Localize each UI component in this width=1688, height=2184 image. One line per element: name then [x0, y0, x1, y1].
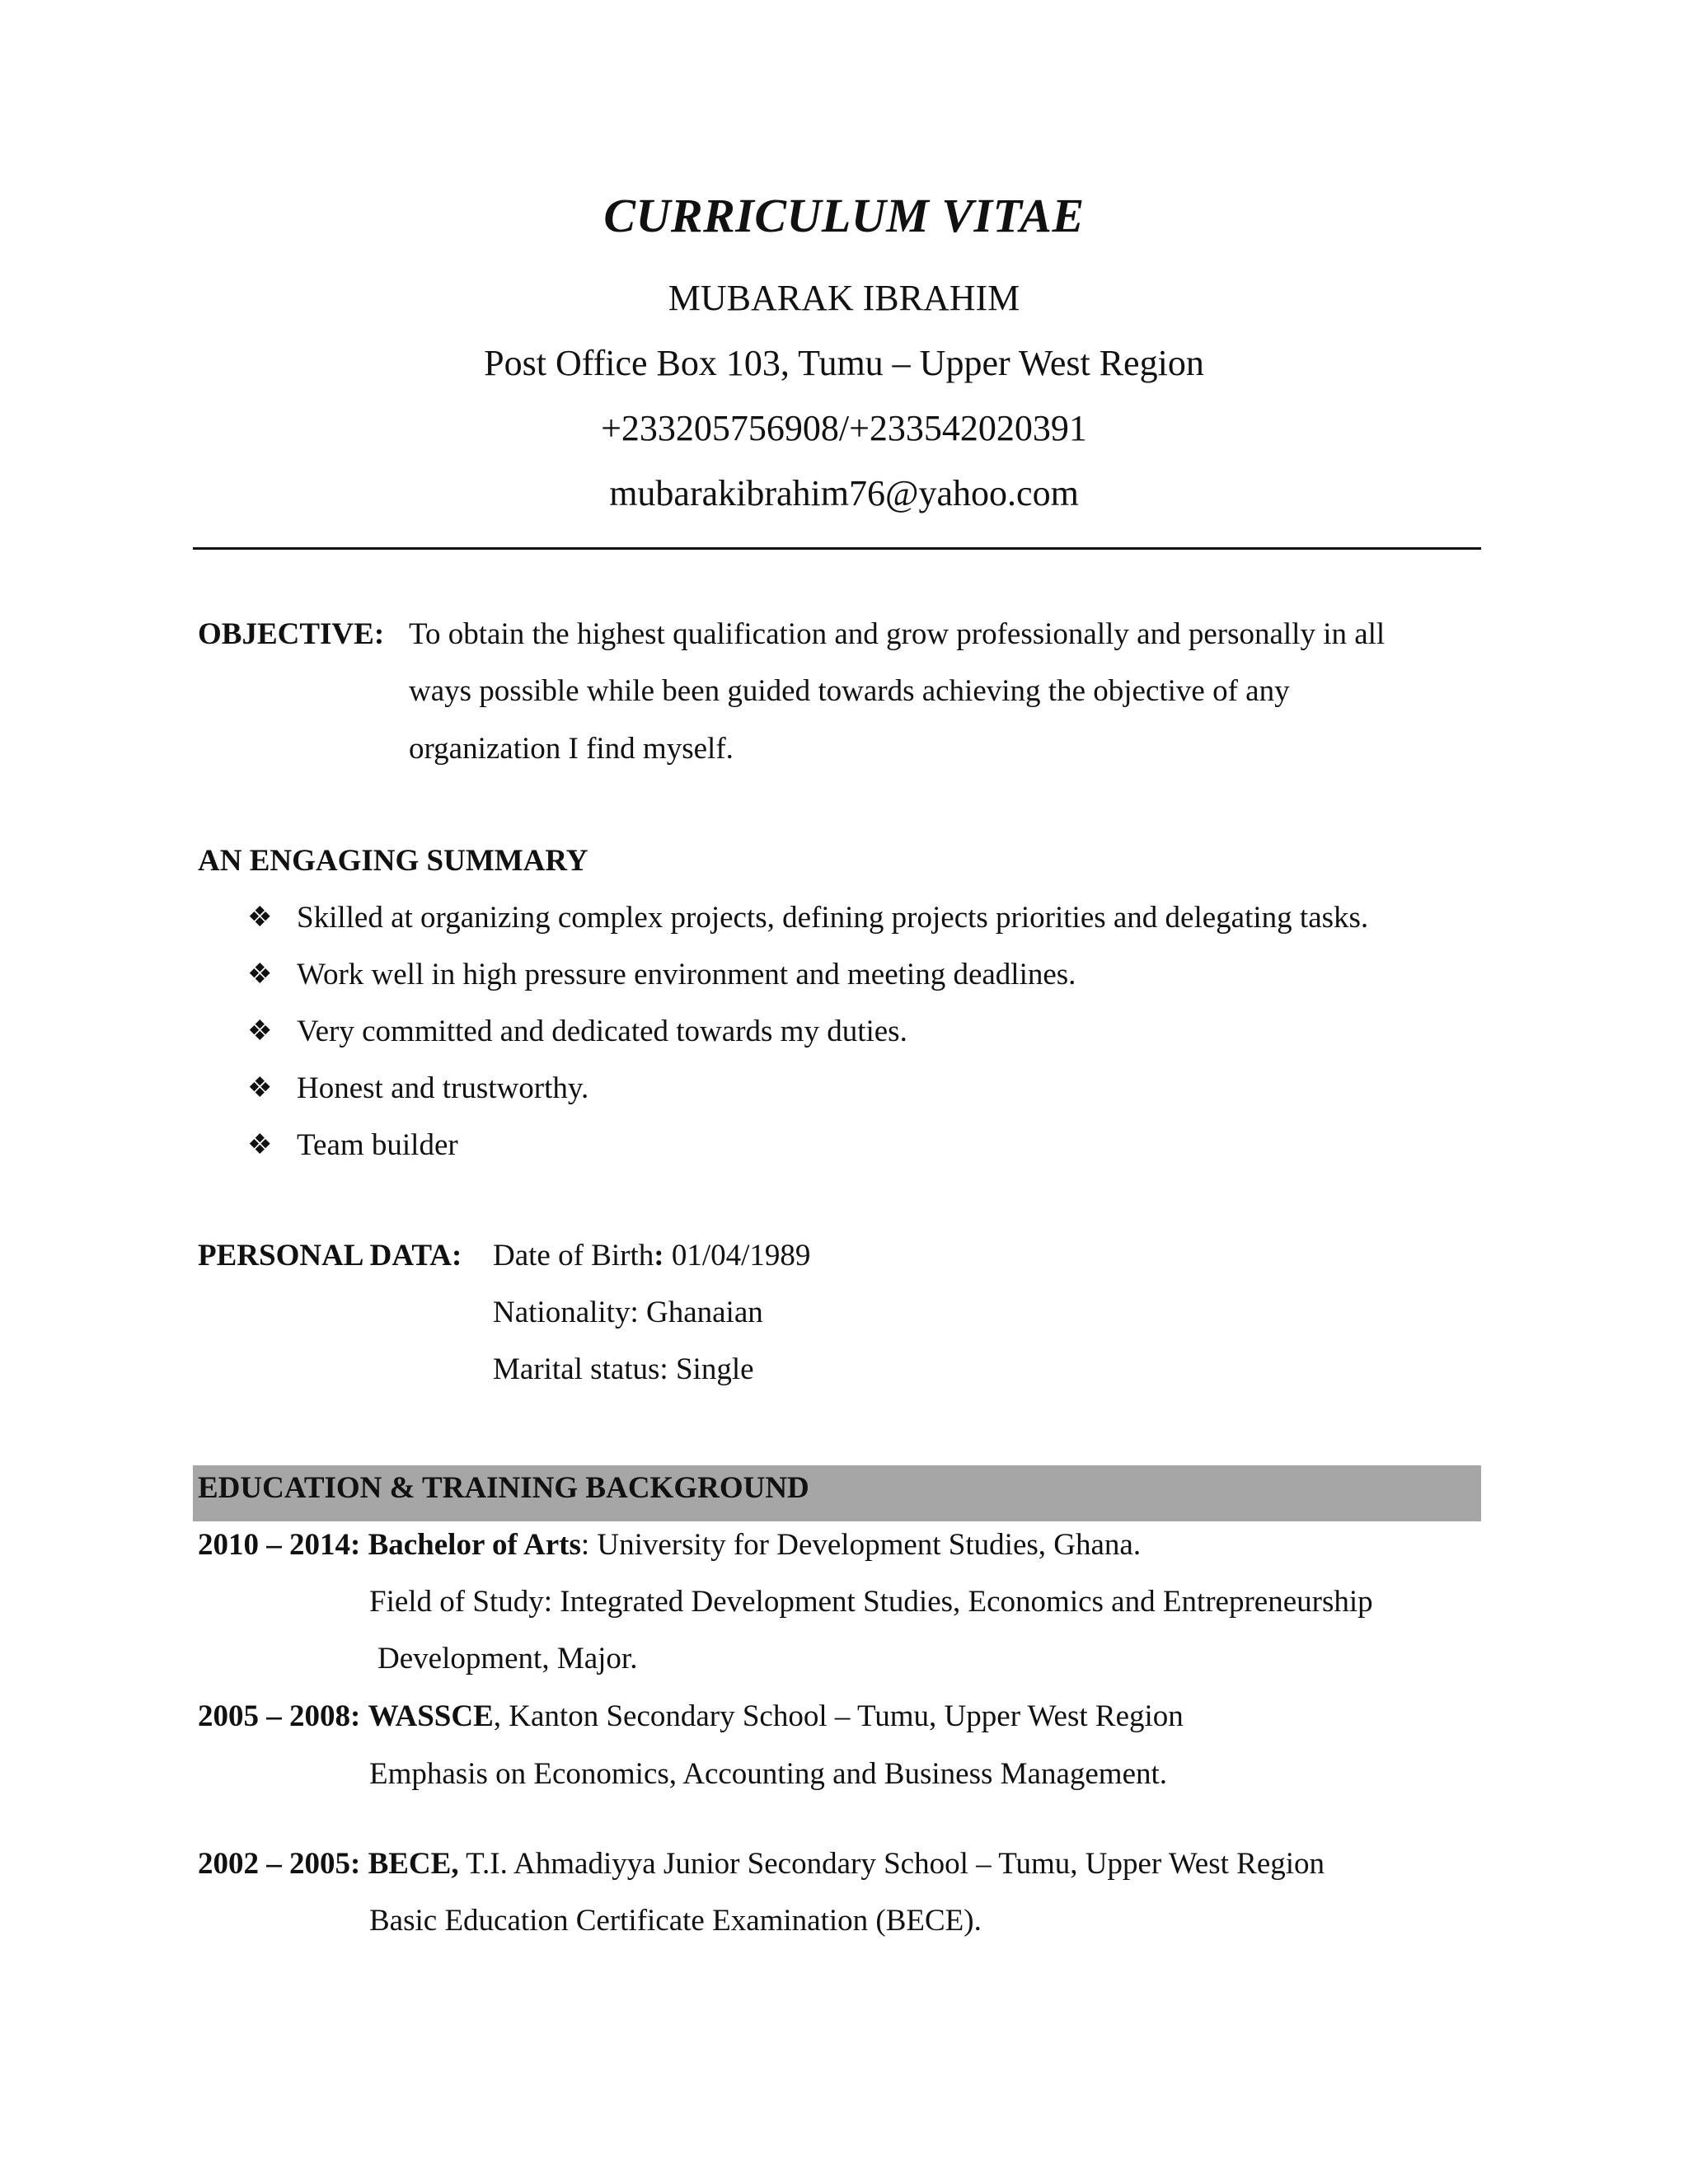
bullet-icon: ❖	[247, 959, 273, 990]
summary-item: Honest and trustworthy.	[297, 1071, 589, 1105]
summary-heading: AN ENGAGING SUMMARY	[198, 844, 588, 878]
objective-line-1: To obtain the highest qualification and grow professionally and personally in all	[409, 617, 1386, 651]
marital-status: Marital status: Single	[493, 1352, 754, 1386]
entry-institution: : University for Development Studies, Ghana.	[580, 1528, 1142, 1562]
nationality: Nationality: Ghanaian	[493, 1296, 763, 1329]
document-title: CURRICULUM VITAE	[603, 189, 1085, 242]
dob-label: Date of Birth	[493, 1239, 654, 1272]
bullet-icon: ❖	[247, 1130, 273, 1160]
education-entry-bece	[198, 1846, 1325, 1882]
email-address: mubarakibrahim76@yahoo.com	[609, 473, 1079, 513]
summary-item: Skilled at organizing complex projects, defining projects priorities and delegating tasks.	[297, 901, 1369, 935]
entry-detail: Development, Major.	[377, 1642, 638, 1675]
personal-data-label: PERSONAL DATA:	[198, 1239, 462, 1272]
objective-label: OBJECTIVE:	[198, 617, 385, 651]
entry-qualification: BECE,	[368, 1847, 459, 1881]
dob-value: 01/04/1989	[663, 1239, 811, 1272]
entry-detail: Field of Study: Integrated Development Studies, Economics and Entrepreneurship	[369, 1585, 1373, 1619]
phone-numbers: +233205756908/+233542020391	[601, 408, 1087, 448]
bullet-icon: ❖	[247, 1016, 273, 1047]
postal-address: Post Office Box 103, Tumu – Upper West Region	[484, 343, 1204, 383]
header-divider	[193, 547, 1481, 550]
bullet-icon: ❖	[247, 902, 273, 933]
dob-colon: :	[654, 1239, 664, 1272]
entry-qualification: Bachelor of Arts	[368, 1528, 581, 1562]
objective-line-2: ways possible while been guided towards achieving the objective of any	[409, 674, 1290, 708]
entry-detail: Emphasis on Economics, Accounting and Business Management.	[369, 1757, 1168, 1791]
entry-period: 2010 – 2014:	[198, 1528, 361, 1562]
education-entry-wassce	[198, 1699, 1184, 1735]
candidate-name: MUBARAK IBRAHIM	[668, 278, 1020, 318]
objective-line-3: organization I find myself.	[409, 732, 734, 766]
entry-qualification: WASSCE	[368, 1699, 494, 1733]
entry-period: 2005 – 2008:	[198, 1699, 361, 1733]
summary-item: Team builder	[297, 1128, 458, 1162]
summary-item: Work well in high pressure environment and meeting deadlines.	[297, 958, 1076, 991]
entry-detail: Basic Education Certificate Examination (BECE).	[369, 1904, 982, 1938]
bullet-icon: ❖	[247, 1073, 273, 1104]
summary-item: Very committed and dedicated towards my duties.	[297, 1015, 907, 1048]
education-heading: EDUCATION & TRAINING BACKGROUND	[198, 1471, 809, 1505]
date-of-birth	[493, 1238, 810, 1274]
entry-institution: , Kanton Secondary School – Tumu, Upper West Region	[493, 1699, 1184, 1733]
entry-institution: T.I. Ahmadiyya Junior Secondary School – Tumu, Upper West Region	[458, 1847, 1325, 1881]
entry-period: 2002 – 2005:	[198, 1847, 361, 1881]
education-entry-ba	[198, 1527, 1141, 1563]
